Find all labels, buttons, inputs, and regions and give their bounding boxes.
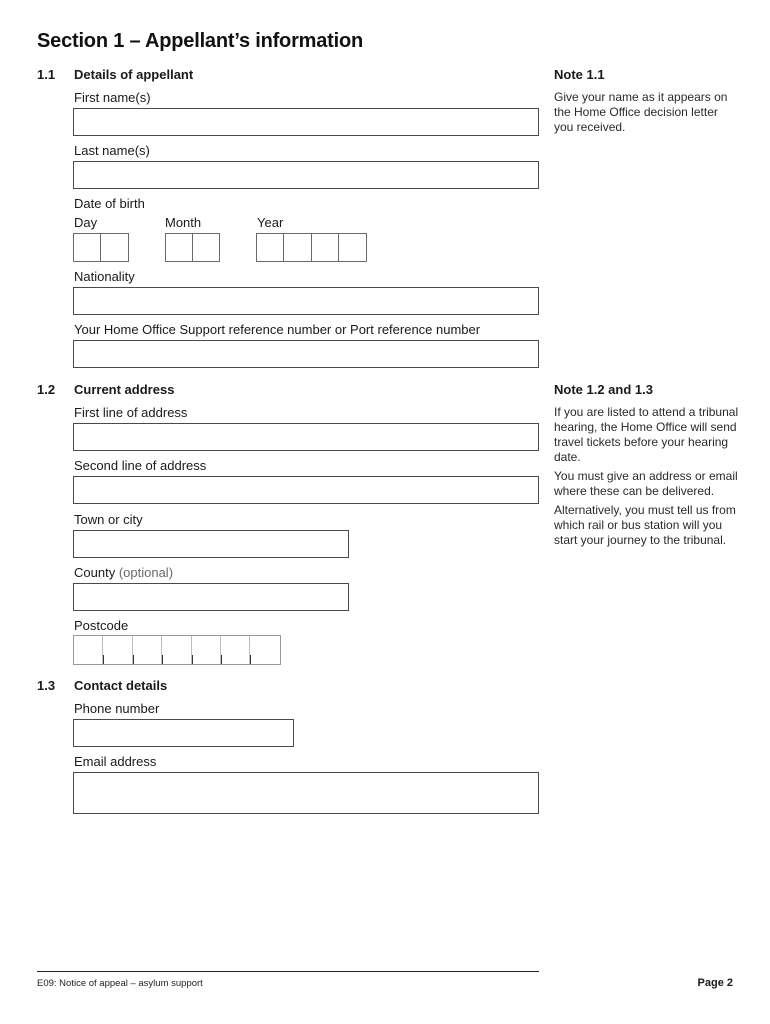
postcode-char-box[interactable] <box>221 636 250 664</box>
town-field[interactable] <box>73 530 349 558</box>
year-digit-box[interactable] <box>284 234 311 261</box>
nationality-field[interactable] <box>73 287 539 315</box>
county-label <box>74 565 173 580</box>
section-title: Section 1 – Appellant’s information <box>37 30 364 52</box>
postcode-char-box[interactable] <box>133 636 162 664</box>
reference-number-label: Your Home Office Support reference number or Port reference number <box>74 322 481 337</box>
postcode-char-box[interactable] <box>250 636 279 664</box>
month-label: Month <box>165 215 202 230</box>
month-digit-box[interactable] <box>193 234 219 261</box>
footer-divider <box>37 971 539 972</box>
month-field[interactable] <box>165 233 220 262</box>
phone-number-label: Phone number <box>74 701 160 716</box>
page-number: Page 2 <box>697 977 733 989</box>
details-of-appellant-heading: Details of appellant <box>74 67 194 82</box>
address-line-1-field[interactable] <box>73 423 539 451</box>
footer-form-name: E09: Notice of appeal – asylum support <box>37 978 203 989</box>
postcode-label: Postcode <box>74 618 129 633</box>
first-name-field[interactable] <box>73 108 539 136</box>
note-1-2-title: Note 1.2 and 1.3 <box>554 382 653 397</box>
date-of-birth-label: Date of birth <box>74 196 145 211</box>
year-digit-box[interactable] <box>312 234 339 261</box>
year-field[interactable] <box>256 233 367 262</box>
address-line-2-field[interactable] <box>73 476 539 504</box>
note-1-2-text <box>554 405 739 552</box>
note-paragraph: Alternatively, you must tell us from which rail or bus station will you start your journey to the tribunal. <box>554 503 736 547</box>
note-paragraph: You must give an address or email where these can be delivered. <box>554 469 738 498</box>
last-name-label: Last name(s) <box>74 143 150 158</box>
question-number-1-1: 1.1 <box>37 67 56 82</box>
first-name-label: First name(s) <box>74 90 151 105</box>
question-number-1-2: 1.2 <box>37 382 56 397</box>
nationality-label: Nationality <box>74 269 135 284</box>
address-line-1-label: First line of address <box>74 405 188 420</box>
year-digit-box[interactable] <box>339 234 366 261</box>
postcode-char-box[interactable] <box>74 636 103 664</box>
note-1-1-text: Give your name as it appears on the Home Office decision letter you received. <box>554 90 728 134</box>
day-digit-box[interactable] <box>101 234 128 261</box>
optional-hint: (optional) <box>118 565 174 580</box>
county-field[interactable] <box>73 583 349 611</box>
postcode-char-box[interactable] <box>162 636 191 664</box>
reference-number-field[interactable] <box>73 340 539 368</box>
email-address-label: Email address <box>74 754 157 769</box>
question-number-1-3: 1.3 <box>37 678 56 693</box>
month-digit-box[interactable] <box>166 234 193 261</box>
note-paragraph: If you are listed to attend a tribunal hearing, the Home Office will send travel tickets before your hearing date. <box>554 405 739 464</box>
postcode-field[interactable] <box>73 635 281 665</box>
county-label-text: County <box>74 565 116 580</box>
last-name-field[interactable] <box>73 161 539 189</box>
year-label: Year <box>257 215 284 230</box>
day-label: Day <box>74 215 98 230</box>
postcode-char-box[interactable] <box>103 636 132 664</box>
contact-details-heading: Contact details <box>74 678 168 693</box>
note-1-1-title: Note 1.1 <box>554 67 605 82</box>
phone-number-field[interactable] <box>73 719 294 747</box>
email-address-field[interactable] <box>73 772 539 814</box>
town-label: Town or city <box>74 512 143 527</box>
day-digit-box[interactable] <box>74 234 101 261</box>
day-field[interactable] <box>73 233 129 262</box>
current-address-heading: Current address <box>74 382 175 397</box>
address-line-2-label: Second line of address <box>74 458 207 473</box>
postcode-char-box[interactable] <box>192 636 221 664</box>
year-digit-box[interactable] <box>257 234 284 261</box>
